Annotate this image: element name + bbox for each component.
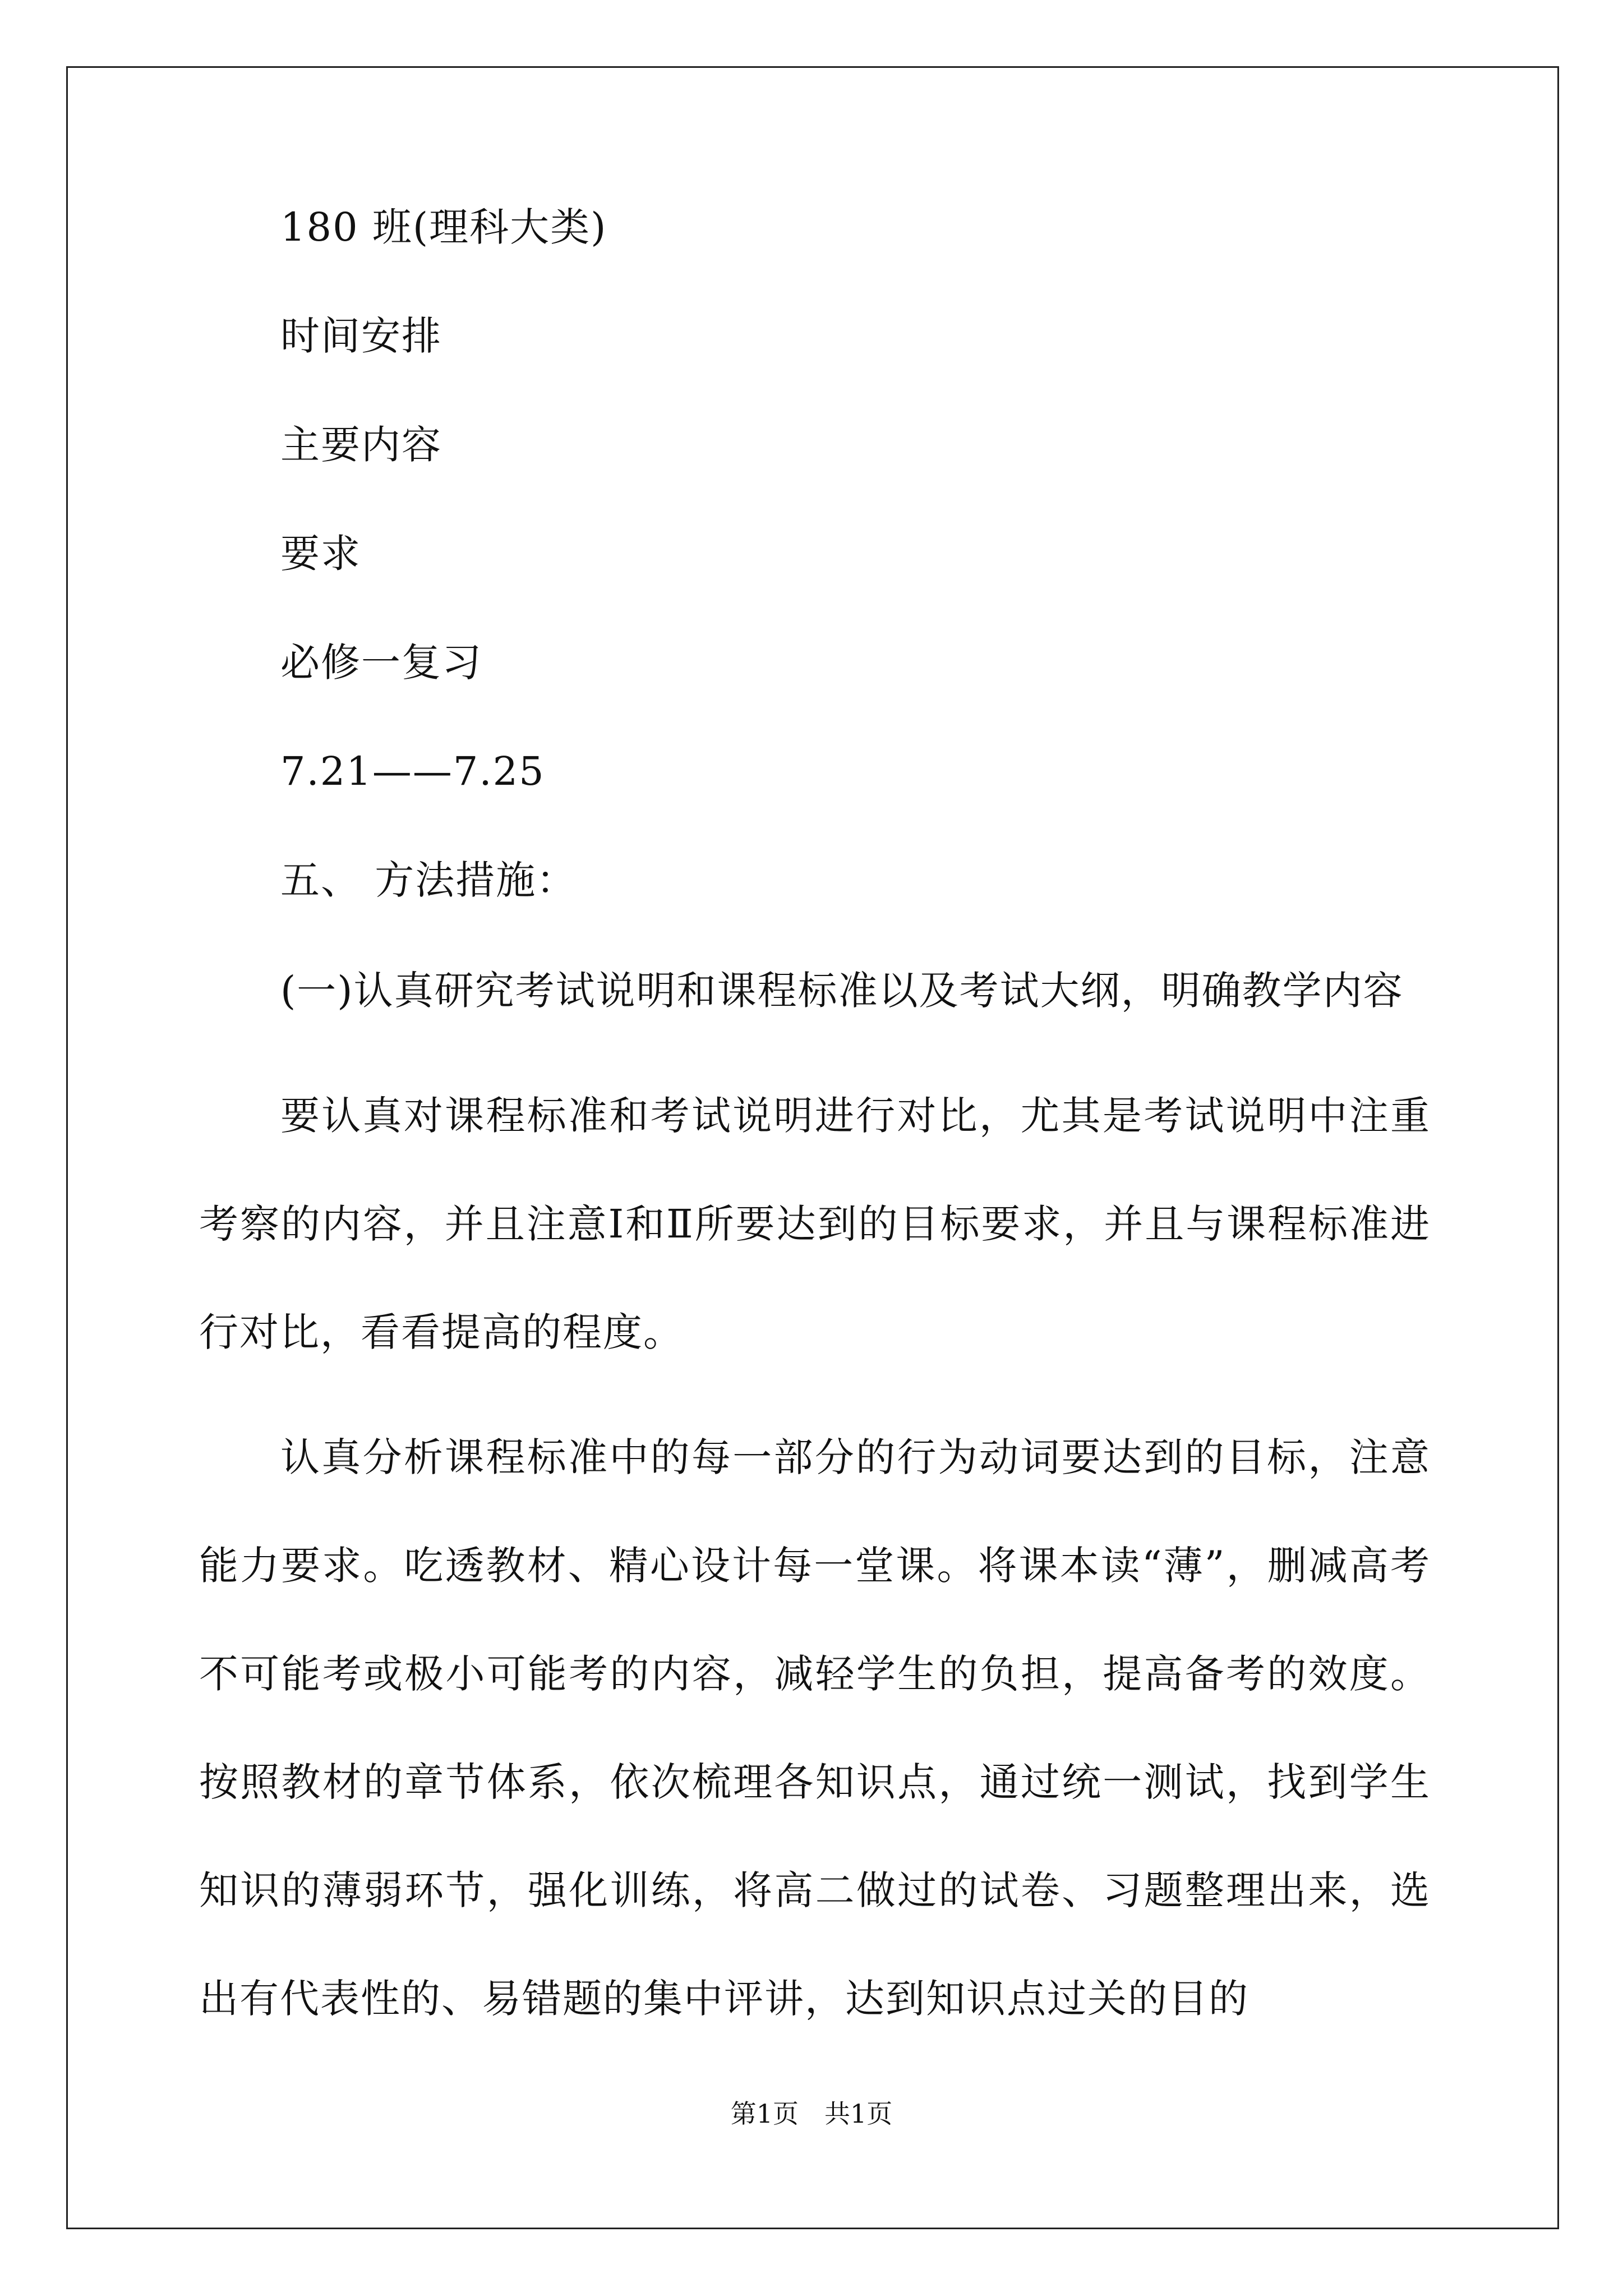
content-label: 主要内容 (280, 422, 442, 468)
paragraph: (一)认真研究考试说明和课程标准以及考试大纲，明确教学内容 (280, 968, 1404, 1014)
document-body (199, 204, 1431, 2053)
date-range: 7.21——7.25 (280, 748, 545, 794)
section-heading: 五、 方法措施： (280, 857, 577, 903)
schedule-label: 时间安排 (280, 313, 442, 359)
paragraph: 要认真对课程标准和考试说明进行对比，尤其是考试说明中注重考察的内容，并且注意Ⅰ和Ⅱ所要达到的目标要求，并且与课程标准进行对比，看看提高的程度。 (199, 1093, 1431, 1355)
review-label: 必修一复习 (280, 639, 482, 685)
class-label: 180 班(理科大类) (280, 204, 607, 250)
paragraph: 认真分析课程标准中的每一部分的行为动词要达到的目标，注意能力要求。吃透教材、精心设计每一堂课。将课本读“薄”，删减高考不可能考或极小可能考的内容，减轻学生的负担，提高备考的效度。按照教材的章节体系，依次梳理各知识点，通过统一测试，找到学生知识的薄弱环节，强化训练，将高二做过的试卷、习题整理出来，选出有代表性的、易错题的集中评讲，达到知识点过关的目的 (199, 1434, 1431, 2022)
page-number-footer: 第1页 共1页 (730, 2099, 893, 2129)
requirement-label: 要求 (280, 531, 361, 577)
